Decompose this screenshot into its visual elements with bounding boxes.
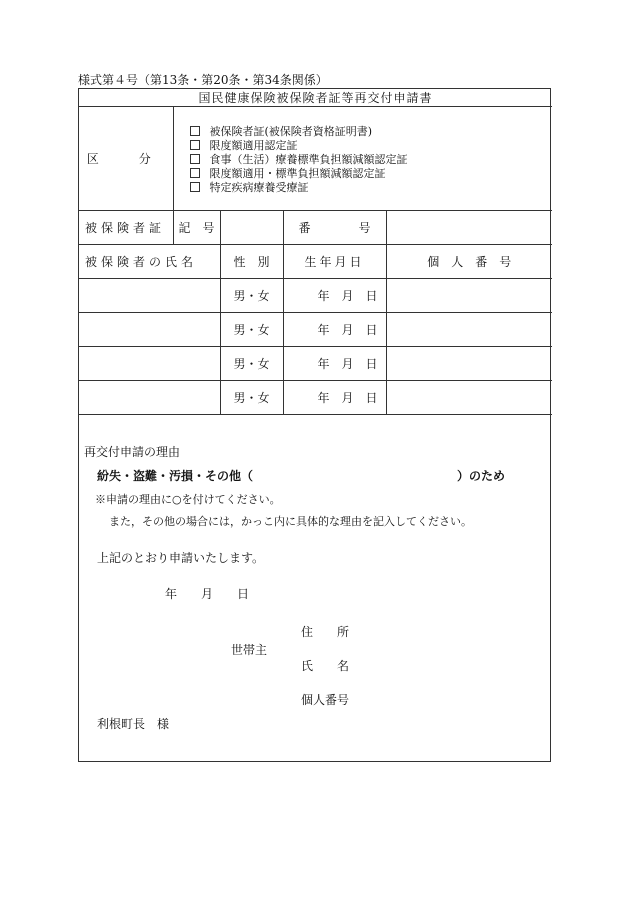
name-column-header: 被保険者の氏名 — [79, 245, 220, 279]
checkbox[interactable] — [190, 168, 200, 178]
option-insurance-card[interactable]: 被保険者証(被保険者資格証明書) — [190, 124, 553, 138]
form-number: 様式第４号（第13条・第20条・第34条関係） — [78, 73, 328, 87]
declaration: 上記のとおり申請いたします。 — [97, 551, 265, 565]
personal-number-label: 個人番号 — [301, 693, 350, 707]
reason-note-1: ※申請の理由に○を付けてください。 — [95, 493, 281, 506]
name-field[interactable] — [79, 313, 220, 347]
symbol-label: 記 号 — [173, 211, 220, 245]
option-meal-reduction[interactable]: 食事（生活）療養標準負担額減額認定証 — [190, 152, 553, 166]
checkbox[interactable] — [190, 182, 200, 192]
personal-number-field[interactable] — [386, 347, 552, 381]
personal-number-column-header: 個 人 番 号 — [386, 245, 552, 279]
reason-options-suffix: ）のため — [457, 469, 506, 483]
reason-options-prefix[interactable]: 紛失・盗難・汚損・その他（ — [97, 469, 254, 483]
name-field[interactable] — [79, 279, 220, 313]
table-row — [79, 347, 552, 381]
gender-field[interactable]: 男・女 — [220, 279, 283, 313]
reason-note-2: また，その他の場合には，かっこ内に具体的な理由を記入してください。 — [109, 515, 472, 528]
table-row — [79, 313, 552, 347]
birthdate-field[interactable]: 年 月 日 — [283, 279, 386, 313]
gender-field[interactable]: 男・女 — [220, 381, 283, 415]
number-label: 番 号 — [283, 211, 386, 245]
gender-field[interactable]: 男・女 — [220, 313, 283, 347]
checkbox[interactable] — [190, 126, 200, 136]
reason-heading: 再交付申請の理由 — [84, 445, 181, 459]
birthdate-field[interactable]: 年 月 日 — [283, 381, 386, 415]
checkbox[interactable] — [190, 154, 200, 164]
insurance-card-label: 被保険者証 — [79, 211, 173, 245]
option-limit-certificate[interactable]: 限度額適用認定証 — [190, 138, 553, 152]
reason-section — [79, 413, 550, 761]
date-line[interactable]: 年 月 日 — [165, 587, 250, 601]
classification-options — [173, 107, 552, 211]
personal-number-field[interactable] — [386, 313, 552, 347]
name-field[interactable] — [79, 381, 220, 415]
gender-field[interactable]: 男・女 — [220, 347, 283, 381]
household-head-label: 世帯主 — [231, 643, 268, 657]
option-limit-reduction[interactable]: 限度額適用・標準負担額減額認定証 — [190, 166, 553, 180]
personal-number-field[interactable] — [386, 381, 552, 415]
name-label: 氏 名 — [301, 659, 350, 673]
address-label: 住 所 — [301, 625, 350, 639]
number-field[interactable] — [386, 211, 552, 245]
option-specific-disease[interactable]: 特定疾病療養受療証 — [190, 180, 553, 194]
birthdate-column-header: 生年月日 — [283, 245, 386, 279]
table-row — [79, 279, 552, 313]
name-field[interactable] — [79, 347, 220, 381]
gender-column-header: 性 別 — [220, 245, 283, 279]
table-row — [79, 381, 552, 415]
checkbox[interactable] — [190, 140, 200, 150]
addressee: 利根町長 様 — [97, 717, 170, 731]
personal-number-field[interactable] — [386, 279, 552, 313]
symbol-field[interactable] — [220, 211, 283, 245]
form-table — [79, 89, 552, 415]
form-title: 国民健康保険被保険者証等再交付申請書 — [79, 89, 552, 107]
application-form — [78, 88, 551, 762]
birthdate-field[interactable]: 年 月 日 — [283, 313, 386, 347]
classification-label: 区 分 — [79, 107, 173, 211]
birthdate-field[interactable]: 年 月 日 — [283, 347, 386, 381]
